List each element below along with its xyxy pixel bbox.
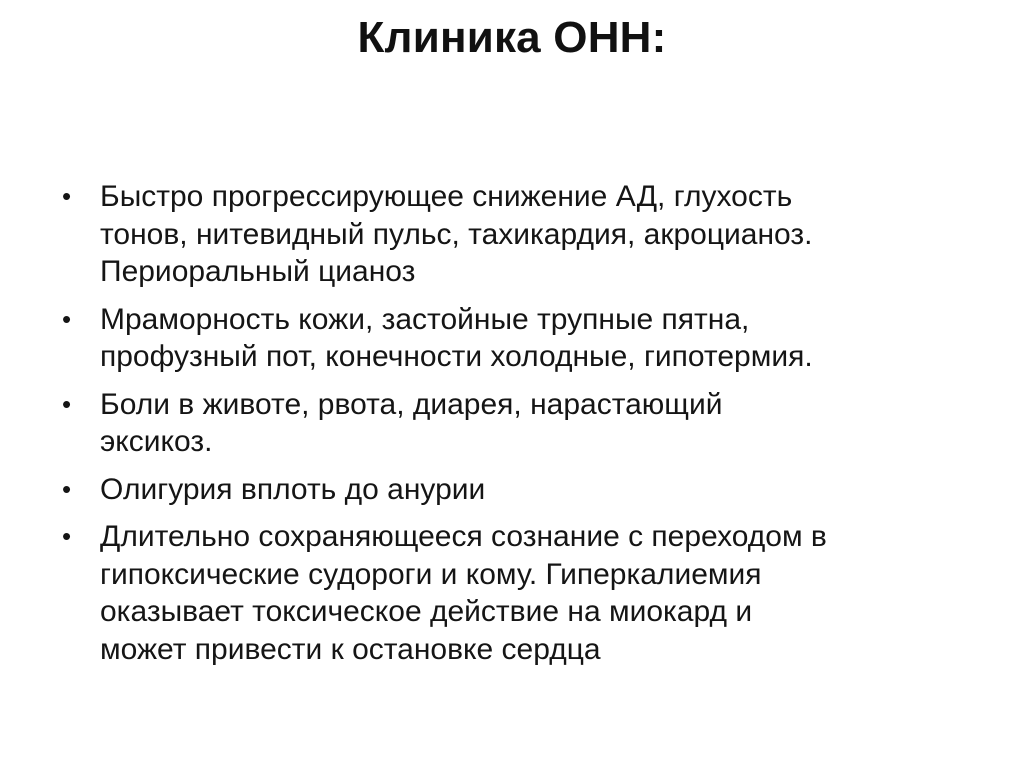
- bullet-item: [60, 178, 960, 291]
- bullet-item: [60, 386, 960, 461]
- bullet-item: [60, 518, 960, 668]
- bullet-text-line: Длительно сохраняющееся сознание с переходом в: [100, 520, 827, 553]
- slide-title: Клиника ОНН:: [357, 13, 667, 62]
- bullet-text-line: тонов, нитевидный пульс, тахикардия, акроцианоз.: [100, 217, 813, 251]
- bullet-icon: •: [62, 181, 72, 211]
- bullet-icon: •: [62, 303, 72, 334]
- bullet-text-line: может привести к остановке сердца: [100, 632, 601, 666]
- bullet-text-line: эксикоз.: [100, 425, 213, 458]
- bullet-text-line: гипоксические судороги и кому. Гиперкалиемия: [100, 557, 762, 591]
- bullet-list: [60, 178, 960, 678]
- bullet-text-line: Боли в животе, рвота, диарея, нарастающий: [100, 387, 723, 421]
- bullet-icon: •: [62, 388, 72, 419]
- bullet-text-line: профузный пот, конечности холодные, гипотермия.: [100, 340, 813, 373]
- bullet-item: [60, 471, 960, 509]
- bullet-text-line: Периоральный цианоз: [100, 255, 416, 288]
- bullet-text-line: Быстро прогрессирующее снижение АД, глухость: [100, 180, 793, 213]
- bullet-icon: •: [62, 473, 72, 504]
- bullet-icon: •: [62, 521, 72, 551]
- bullet-text-line: оказывает токсическое действие на миокард и: [100, 595, 753, 628]
- bullet-text-line: Мраморность кожи, застойные трупные пятна,: [100, 302, 750, 336]
- bullet-item: [60, 301, 960, 376]
- bullet-text-line: Олигурия вплоть до анурии: [100, 472, 486, 506]
